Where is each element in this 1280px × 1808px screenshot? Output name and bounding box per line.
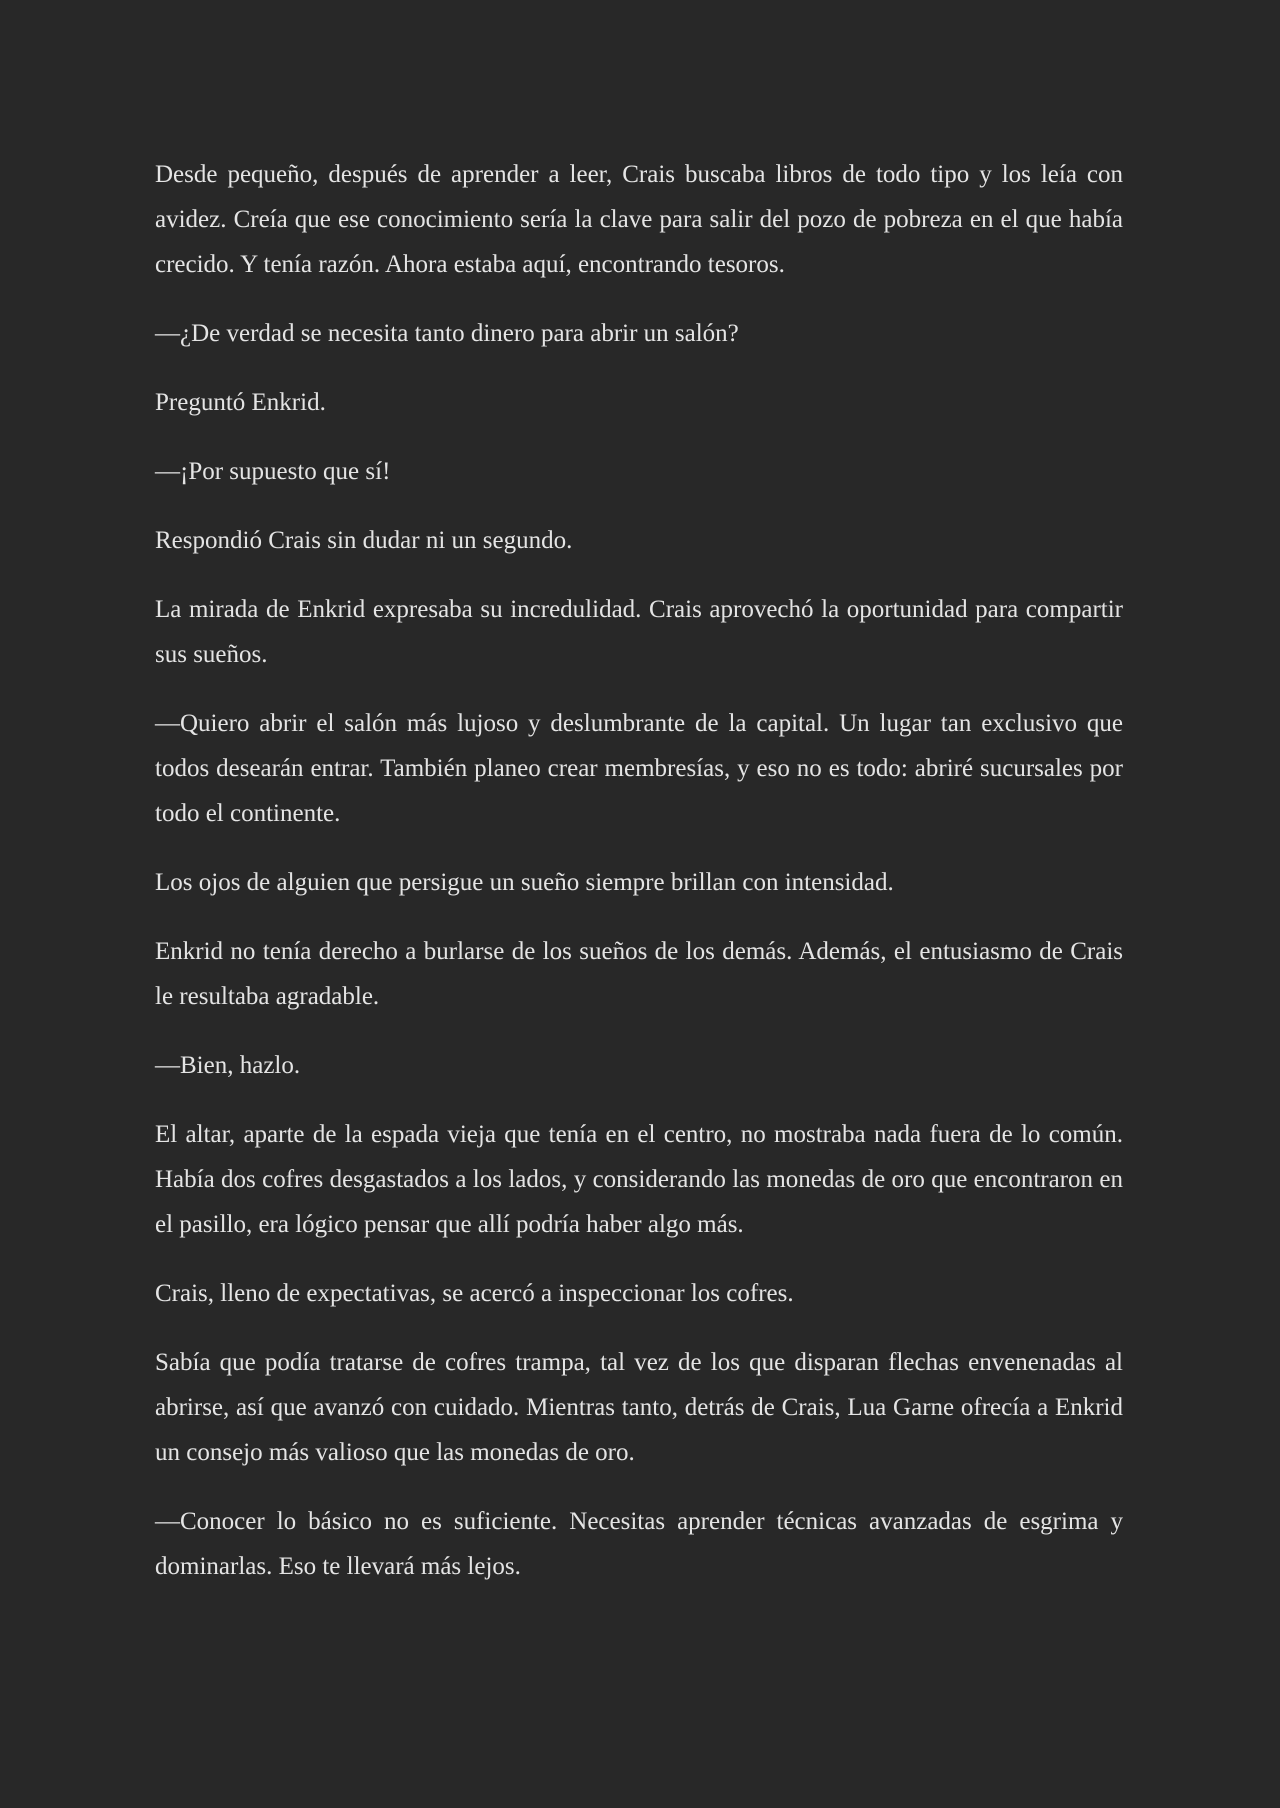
paragraph: Enkrid no tenía derecho a burlarse de los sueños de los demás. Además, el entusiasmo de Crais le resultaba agradable. [155,938,1123,1010]
dialogue-paragraph: —Conocer lo básico no es suficiente. Necesitas aprender técnicas avanzadas de esgrima y dominarlas. Eso te llevará más lejos. [155,1508,1123,1580]
paragraph: Desde pequeño, después de aprender a leer, Crais buscaba libros de todo tipo y los leía con avidez. Creía que ese conocimiento sería la clave para salir del pozo de pobreza en el que había crecido. Y tenía razón. Ahora estaba aquí, encontrando tesoros. [155,161,1123,278]
paragraph: El altar, aparte de la espada vieja que tenía en el centro, no mostraba nada fuera de lo común. Había dos cofres desgastados a los lados, y considerando las monedas de oro que encontraron en el pasillo, era lógico pensar que allí podría haber algo más. [155,1121,1123,1238]
dialogue-paragraph: —¡Por supuesto que sí! [155,458,391,485]
paragraph: Crais, lleno de expectativas, se acercó a inspeccionar los cofres. [155,1280,794,1307]
paragraph: Los ojos de alguien que persigue un sueño siempre brillan con intensidad. [155,869,894,896]
dialogue-paragraph: —Quiero abrir el salón más lujoso y deslumbrante de la capital. Un lugar tan exclusivo que todos desearán entrar. También planeo crear membresías, y eso no es todo: abriré sucursales por todo el continente. [155,710,1123,827]
paragraph: La mirada de Enkrid expresaba su incredulidad. Crais aprovechó la oportunidad para compartir sus sueños. [155,596,1123,668]
paragraph: Sabía que podía tratarse de cofres trampa, tal vez de los que disparan flechas envenenadas al abrirse, así que avanzó con cuidado. Mientras tanto, detrás de Crais, Lua Garne ofrecía a Enkrid un consejo más valioso que las monedas de oro. [155,1349,1123,1466]
paragraph: Preguntó Enkrid. [155,389,326,416]
reader-page [155,152,1123,1613]
dialogue-paragraph: —Bien, hazlo. [155,1052,301,1079]
dialogue-paragraph: —¿De verdad se necesita tanto dinero para abrir un salón? [155,320,739,347]
paragraph: Respondió Crais sin dudar ni un segundo. [155,527,573,554]
